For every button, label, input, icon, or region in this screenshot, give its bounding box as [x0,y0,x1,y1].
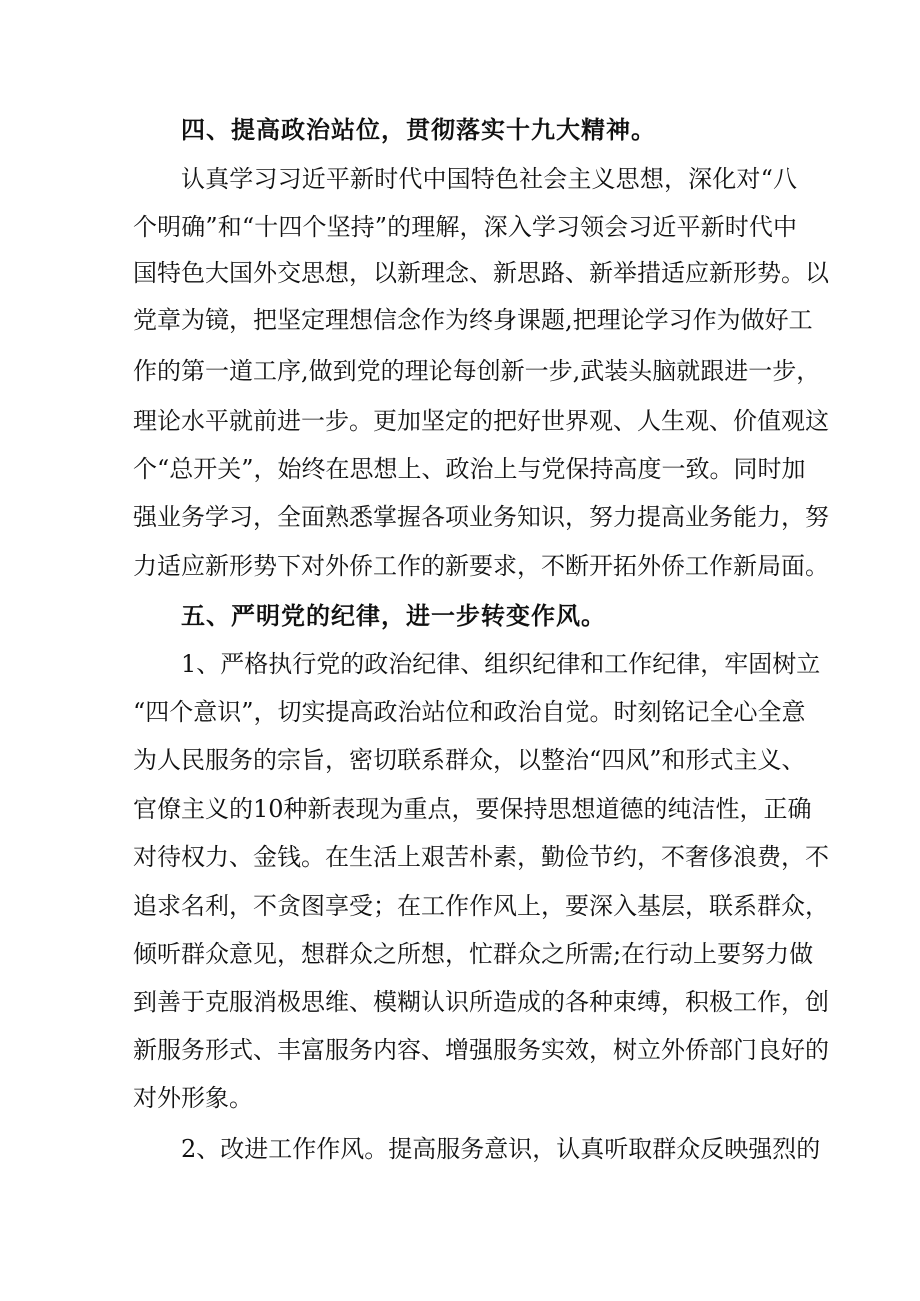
section-5-para1-line-3: 为人民服务的宗旨，密切联系群众，以整治“四风”和形式主义、 [133,746,806,774]
section-5-heading: 五、严明党的纪律，进一步转变作风。 [181,601,606,630]
section-5-para1-line-9: 新服务形式、丰富服务内容、增强服务实效，树立外侨部门良好的 [133,1036,829,1064]
section-5-para1-line-1: 1、严格执行党的政治纪律、组织纪律和工作纪律，牢固树立 [181,650,821,678]
section-4-line-2: 个明确”和“十四个坚持”的理解，深入学习领会习近平新时代中 [133,213,797,241]
section-4-line-1: 认真学习习近平新时代中国特色社会主义思想，深化对“八 [181,165,797,193]
section-4-heading: 四、提高政治站位，贯彻落实十九大精神。 [181,115,656,144]
section-5-para1-line-6: 追求名利，不贪图享受；在工作作风上，要深入基层，联系群众， [133,892,829,920]
section-5-para1-line-10: 对外形象。 [133,1084,253,1112]
section-5-para1-line-5: 对待权力、金钱。在生活上艰苦朴素，勤俭节约，不奢侈浪费，不 [133,843,829,871]
section-4-line-6: 理论水平就前进一步。更加坚定的把好世界观、人生观、价值观这 [133,407,829,435]
section-4-line-4: 党章为镜，把坚定理想信念作为终身课题,把理论学习作为做好工 [133,306,813,334]
section-5-para1-line-4: 官僚主义的10种新表现为重点，要保持思想道德的纯洁性，正确 [133,795,812,823]
section-4-line-5: 作的第一道工序,做到党的理论每创新一步,武装头脑就跟进一步， [133,357,821,385]
section-5-para2-line-1: 2、改进工作作风。提高服务意识，认真听取群众反映强烈的 [181,1135,821,1163]
section-5-para1-line-2: “四个意识”，切实提高政治站位和政治自觉。时刻铭记全心全意 [133,698,806,726]
section-4-line-8: 强业务学习，全面熟悉掌握各项业务知识，努力提高业务能力，努 [133,503,829,531]
section-4-line-7: 个“总开关”，始终在思想上、政治上与党保持高度一致。同时加 [133,455,806,483]
section-4-line-3: 国特色大国外交思想，以新理念、新思路、新举措适应新形势。以 [133,259,829,287]
section-5-para1-line-8: 到善于克服消极思维、模糊认识所造成的各种束缚，积极工作，创 [133,988,829,1016]
section-5-para1-line-7: 倾听群众意见，想群众之所想，忙群众之所需;在行动上要努力做 [133,940,814,968]
section-4-line-9: 力适应新形势下对外侨工作的新要求，不断开拓外侨工作新局面。 [133,552,829,580]
